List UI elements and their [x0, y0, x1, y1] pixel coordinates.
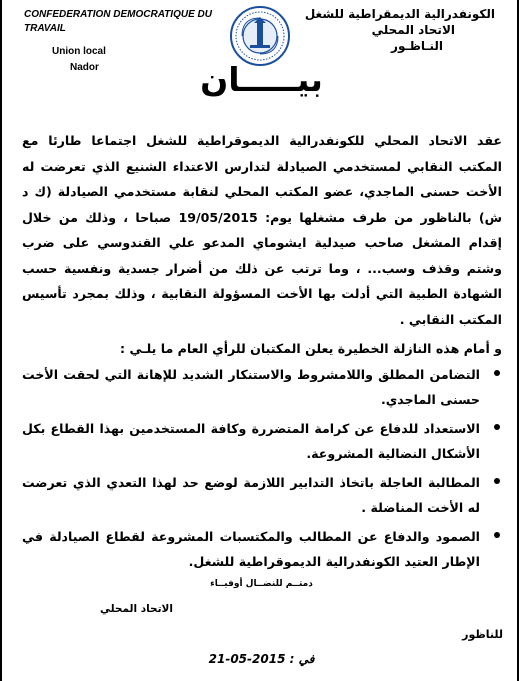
paragraph-intro: و أمام هذه النازلة الخطيرة يعلن المكتبان للرأي العام ما يلـي :	[120, 341, 502, 356]
city-fr: Nador	[70, 62, 99, 73]
list-item: المطالبة العاجلة باتخاذ التدابير اللازمة لوضع حد لهذا التعدي الذي تعرضت له الأخت المناضلة .	[22, 470, 502, 521]
closing-line: دمتــم للنضــال أوفيــاء	[210, 579, 313, 589]
header-arabic	[275, 6, 495, 54]
date-line	[2, 652, 519, 666]
demands-list	[22, 362, 502, 575]
signature: الاتحاد المحلي	[100, 603, 173, 615]
document-title: بيـــــان	[200, 60, 323, 99]
bullet-icon	[494, 478, 500, 484]
paragraph-main: عقد الاتحاد المحلي للكونفدرالية الديموقراطية للشغل اجتماعا طارئا مع المكتب النقابي لمستخدمي الصيادلة لتدارس الاعتداء الشنيع الذي تعرضت له الأخت حسنى الماجدي، عضو المكتب المحلي لنقابة مستخدمي الصيادلة (ك د ش) بالناظور من طرف مشغلها يوم: 19/05/2015 صباحا ، وذلك من خلال إقدام المشغل صاحب صيدلية ايشوماي المدعو علي القندوسي على ضرب وشتم وقذف وسب... ، وما ترتب عن ذلك من أضرار جسدية ونفسية حسب الشهادة الطبية التي أدلت بها الأخت المسؤولة النقابية ، وذلك بمجرد تأسيس المكتب النقابي .	[22, 133, 502, 327]
org-name-fr: CONFEDERATION DEMOCRATIQUE DU TRAVAIL	[24, 9, 212, 34]
union-local-fr: Union local	[52, 46, 106, 57]
union-local-ar: الاتحاد المحلي	[371, 23, 455, 37]
list-item: الصمود والدفاع عن المطالب والمكتسبات المشروعة لقطاع الصيادلة في الإطار العتيد الكونفدرالية الديموقراطية للشغل.	[22, 524, 502, 575]
list-item: الاستعداد للدفاع عن كرامة المتضررة وكافة المستخدمين بهذا القطاع بكل الأشكال النضالية المشروعة.	[22, 416, 502, 467]
date-label: في :	[289, 652, 315, 666]
statement-body	[22, 128, 502, 578]
list-item: التضامن المطلق واللامشروط والاستنكار الشديد للإهانة التي لحقت الأخت حسنى الماجدي.	[22, 362, 502, 413]
place: للناظور	[462, 628, 503, 641]
bullet-icon	[494, 424, 500, 430]
org-name-ar: الكونفدرالية الديمقراطية للشغل	[304, 7, 495, 21]
bullet-icon	[494, 370, 500, 376]
bullet-icon	[494, 532, 500, 538]
city-ar: النـاظـور	[391, 39, 443, 53]
date-value: 21-05-2015	[208, 652, 286, 666]
